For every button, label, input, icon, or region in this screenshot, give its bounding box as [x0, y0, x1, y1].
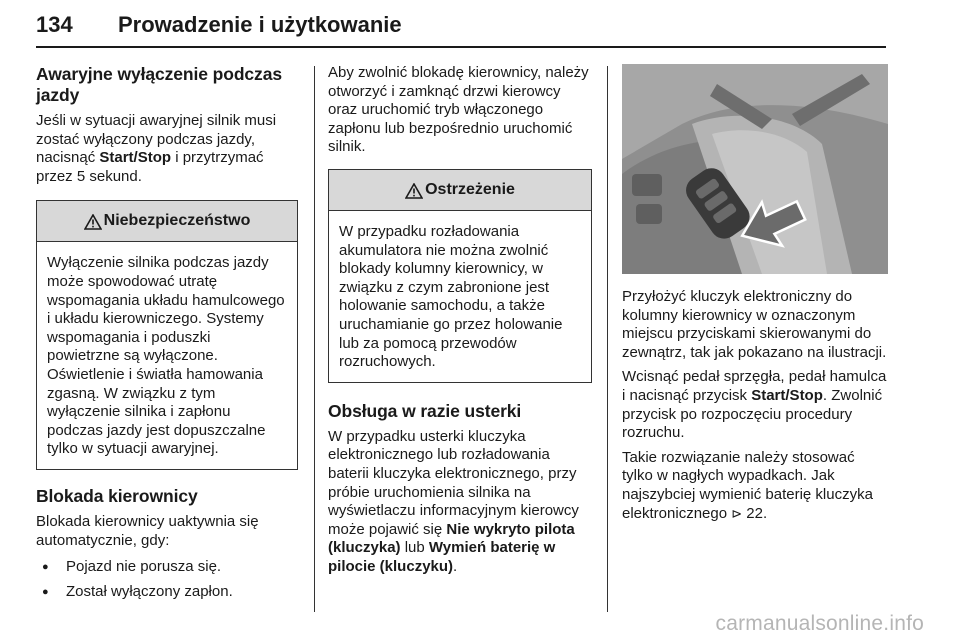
text-run: W przypadku usterki kluczyka elektronicznego lub rozładowania baterii kluczyka elektronicznego, przy próbie uruchomienia silnika na wyświetlaczu informacyjnym kierowcy może pojawić się	[328, 427, 579, 538]
heading-fault-handling: Obsługa w razie usterki	[328, 400, 522, 421]
page-header	[36, 12, 884, 42]
page-reference[interactable]: 22.	[742, 504, 768, 522]
list-item: ● Został wyłączony zapłon.	[36, 583, 298, 602]
column-divider	[314, 66, 315, 612]
bullet-list	[36, 558, 298, 601]
heading-emergency-shutdown: Awaryjne wyłączenie podczas jazdy	[36, 64, 282, 105]
column-middle	[328, 64, 592, 576]
text-run: Jeśli w sytuacji awaryjnej silnik musi zostać wyłączony podczas jazdy, nacisnąć	[36, 112, 277, 167]
danger-box-header	[37, 201, 297, 242]
danger-box-text: Wyłączenie silnika podczas jazdy może spowodować utratę wspomagania układu hamulcowego i układu kierowniczego. Systemy wspomagania i poduszki powietrzne są wyłączone. Oświetlenie i światła hamowania zgasną. W związku z tym wyłączenie silnika i zapłonu podczas jazdy jest dopuszczalne tylko w sytuacji awaryjnej.	[47, 254, 285, 458]
caution-box-text: W przypadku rozładowania akumulatora nie można zwolnić blokady kolumny kierownicy, w związku z czym zabronione jest holowanie samochodu, a także uruchamianie go przez holowanie lub za pomocą przewodów rozruchowych.	[339, 222, 563, 371]
cross-reference-arrow-icon: ⊳	[731, 506, 743, 522]
text-run: . Zwolnić przycisk po rozpoczęciu procedury rozruchu.	[622, 386, 883, 442]
button-name-start-stop: Start/Stop	[751, 386, 823, 404]
message-no-key-detected: Nie wykryto pilota (kluczyka)	[328, 520, 575, 557]
paragraph-unlock-steering: Aby zwolnić blokadę kierownicy, należy otworzyć i zamknąć drzwi kierowcy oraz uruchomić tryb włączonego zapłonu lub bezpośrednio uruchomić silnik.	[328, 64, 589, 156]
danger-box	[36, 200, 298, 470]
watermark: carmanualsonline.info	[715, 612, 924, 635]
caution-box	[328, 169, 592, 383]
text-run: i przytrzymać przez 5 sekund.	[36, 149, 264, 185]
column-right	[622, 64, 888, 524]
page-number: 134	[36, 12, 73, 37]
section-title: Prowadzenie i użytkowanie	[118, 12, 402, 37]
caution-box-title: Ostrzeżenie	[425, 180, 515, 198]
warning-triangle-icon	[84, 214, 102, 230]
column-left	[36, 64, 298, 607]
paragraph-press-pedals	[622, 368, 888, 442]
header-rule	[36, 46, 886, 48]
text-run: Wcisnąć pedał sprzęgła, pedał hamulca i nacisnąć przycisk	[622, 368, 887, 404]
list-item: ● Pojazd nie porusza się.	[36, 558, 298, 577]
message-replace-key-battery: Wymień baterię w pilocie (kluczyku)	[328, 539, 556, 575]
paragraph-fault-handling	[328, 428, 592, 577]
illustration-key-on-steering-column	[622, 64, 888, 274]
paragraph-emergency-use	[622, 449, 888, 524]
paragraph-steering-lock: Blokada kierownicy uaktywnia się automatycznie, gdy:	[36, 512, 259, 549]
text-run: Takie rozwiązanie należy stosować tylko w nagłych wypadkach. Jak najszybciej wymienić baterię kluczyka elektronicznego	[622, 448, 873, 522]
text-run: .	[453, 557, 458, 575]
paragraph-place-key: Przyłożyć kluczyk elektroniczny do kolumny kierownicy w oznaczonym miejscu przyciskami skierowanymi do zewnątrz, tak jak pokazano na ilustracji.	[622, 288, 887, 361]
text-run: lub	[400, 539, 429, 557]
caution-box-header	[329, 170, 591, 211]
heading-steering-lock: Blokada kierownicy	[36, 485, 198, 506]
danger-box-title: Niebezpieczeństwo	[103, 212, 251, 230]
warning-triangle-icon	[405, 183, 423, 199]
paragraph-emergency-shutdown	[36, 112, 298, 186]
column-divider	[607, 66, 608, 612]
button-name-start-stop: Start/Stop	[99, 149, 172, 167]
